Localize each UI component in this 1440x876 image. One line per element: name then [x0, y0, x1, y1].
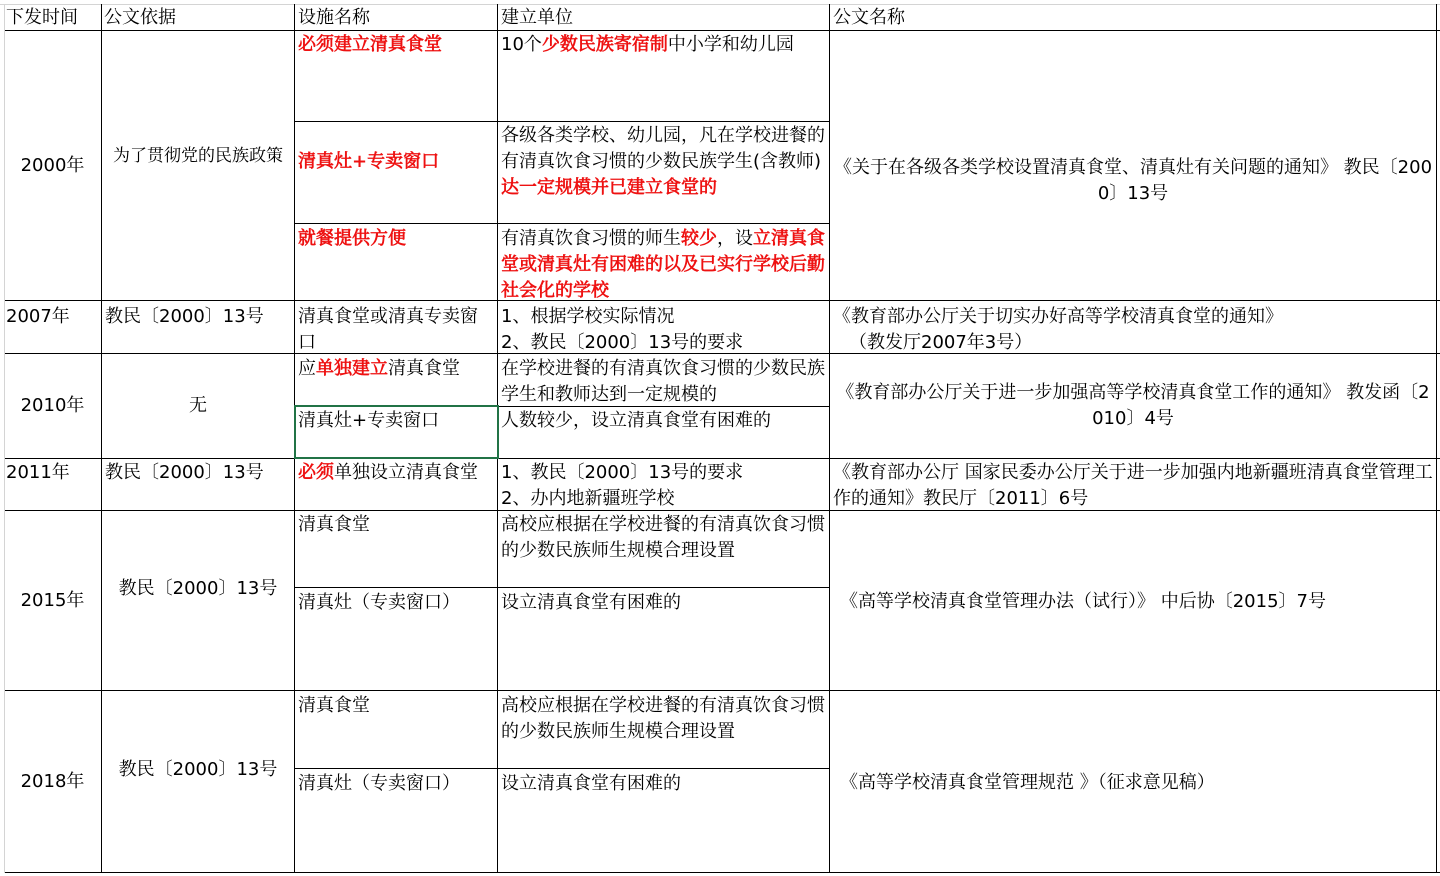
cell-2000-facility-2[interactable]: 清真灶+专卖窗口	[298, 151, 440, 172]
cell-2007-facility[interactable]: 清真食堂或清真专卖窗口	[298, 306, 478, 353]
cell-2007-doc[interactable]	[833, 304, 1436, 353]
cell-2015-unit-2[interactable]: 设立清真食堂有困难的	[501, 592, 681, 613]
cell-2007-unit-line-1: 1、根据学校实际情况	[501, 306, 675, 327]
cell-2007-unit-line-2: 2、教民〔2000〕13号的要求	[501, 332, 744, 353]
highlighted-text: 单独建立	[316, 358, 388, 379]
header-unit[interactable]: 建立单位	[501, 7, 573, 28]
cell-2018-doc[interactable]: 《高等学校清真食堂管理规范 》（征求意见稿）	[840, 771, 1215, 793]
cell-2000-unit-3[interactable]	[501, 226, 827, 300]
cell-2000-time[interactable]: 2000年	[20, 154, 85, 176]
cell-2011-doc[interactable]: 《教育部办公厅 国家民委办公厅关于进一步加强内地新疆班清真食堂管理工作的通知》教民厅〔2011〕6号	[833, 462, 1433, 509]
highlighted-text: 必须	[298, 462, 334, 483]
cell-2000-facility-3[interactable]: 就餐提供方便	[298, 228, 406, 249]
cell-2018-facility-2[interactable]: 清真灶（专卖窗口）	[298, 773, 460, 794]
plain-text: 各级各类学校、幼儿园，凡在学校进餐的有清真饮食习惯的少数民族学生(含教师)	[501, 125, 825, 172]
header-doc[interactable]: 公文名称	[833, 7, 905, 28]
header-facility[interactable]: 设施名称	[298, 7, 370, 28]
plain-text: 10个	[501, 34, 542, 55]
cell-2015-doc[interactable]: 《高等学校清真食堂管理办法（试行）》 中后协〔2015〕7号	[840, 591, 1326, 612]
selected-cell-outline[interactable]	[294, 405, 499, 459]
header-basis[interactable]: 公文依据	[104, 7, 176, 28]
highlighted-text: 少数民族寄宿制	[541, 34, 668, 55]
cell-2011-facility[interactable]	[298, 460, 497, 486]
cell-2015-basis[interactable]: 教民〔2000〕13号	[118, 577, 278, 599]
cell-2007-doc-line-1: 《教育部办公厅关于切实办好高等学校清真食堂的通知》	[833, 306, 1283, 327]
cell-2007-basis[interactable]: 教民〔2000〕13号	[105, 306, 264, 327]
highlighted-text: 达一定规模并已建立食堂的	[501, 177, 717, 198]
header-time[interactable]: 下发时间	[6, 7, 78, 28]
cell-2007-doc-line-2: （教发厅2007年3号）	[849, 332, 1033, 353]
cell-2010-facility-1[interactable]	[298, 356, 497, 406]
plain-text: 清真食堂	[388, 358, 460, 379]
cell-2018-facility-1[interactable]: 清真食堂	[298, 695, 370, 716]
cell-2018-unit-2[interactable]: 设立清真食堂有困难的	[501, 773, 681, 794]
cell-2015-facility-1[interactable]: 清真食堂	[298, 514, 370, 535]
cell-2010-unit-2[interactable]: 人数较少，设立清真食堂有困难的	[501, 410, 771, 431]
cell-2018-time[interactable]: 2018年	[20, 770, 85, 792]
cell-2000-facility-1[interactable]: 必须建立清真食堂	[298, 34, 442, 55]
cell-2010-doc[interactable]: 《教育部办公厅关于进一步加强高等学校清真食堂工作的通知》 教发函〔2010〕4号	[836, 382, 1430, 429]
plain-text: 单独设立清真食堂	[334, 462, 478, 483]
cell-2015-time[interactable]: 2015年	[20, 589, 85, 611]
cell-2011-unit-line-2: 2、办内地新疆班学校	[501, 488, 675, 509]
cell-2018-unit-1[interactable]: 高校应根据在学校进餐的有清真饮食习惯的少数民族师生规模合理设置	[501, 695, 825, 742]
cell-2000-unit-1[interactable]	[501, 32, 829, 121]
cell-2011-time[interactable]: 2011年	[6, 462, 70, 483]
plain-text: ，设	[717, 228, 753, 249]
cell-2000-doc[interactable]: 《关于在各级各类学校设置清真食堂、清真灶有关问题的通知》 教民〔2000〕13号	[833, 157, 1433, 204]
cell-2007-time[interactable]: 2007年	[6, 306, 70, 327]
cell-2015-unit-1[interactable]: 高校应根据在学校进餐的有清真饮食习惯的少数民族师生规模合理设置	[501, 514, 825, 561]
plain-text: 中小学和幼儿园	[667, 34, 794, 55]
cell-2010-facility-2[interactable]: 清真灶+专卖窗口	[298, 410, 440, 431]
cell-2010-unit-1[interactable]: 在学校进餐的有清真饮食习惯的少数民族学生和教师达到一定规模的	[501, 358, 825, 405]
highlighted-text: 立清真食堂或清真灶有困难的以及已实行学校后勤社会化的学校	[501, 228, 825, 300]
cell-2011-unit[interactable]	[501, 460, 829, 510]
cell-2015-facility-2[interactable]: 清真灶（专卖窗口）	[298, 592, 460, 613]
cell-2010-basis[interactable]: 无	[189, 395, 207, 416]
plain-text: 应	[298, 358, 316, 379]
highlighted-text: 较少	[681, 228, 717, 249]
cell-2000-unit-2[interactable]	[501, 123, 827, 223]
cell-2000-basis[interactable]: 为了贯彻党的民族政策	[113, 146, 283, 166]
cell-2010-time[interactable]: 2010年	[20, 395, 85, 416]
cell-2018-basis[interactable]: 教民〔2000〕13号	[118, 758, 278, 780]
cell-2011-unit-line-1: 1、教民〔2000〕13号的要求	[501, 462, 744, 483]
cell-2007-unit[interactable]	[501, 304, 829, 353]
plain-text: 有清真饮食习惯的师生	[501, 228, 681, 249]
cell-2011-basis[interactable]: 教民〔2000〕13号	[105, 462, 264, 483]
